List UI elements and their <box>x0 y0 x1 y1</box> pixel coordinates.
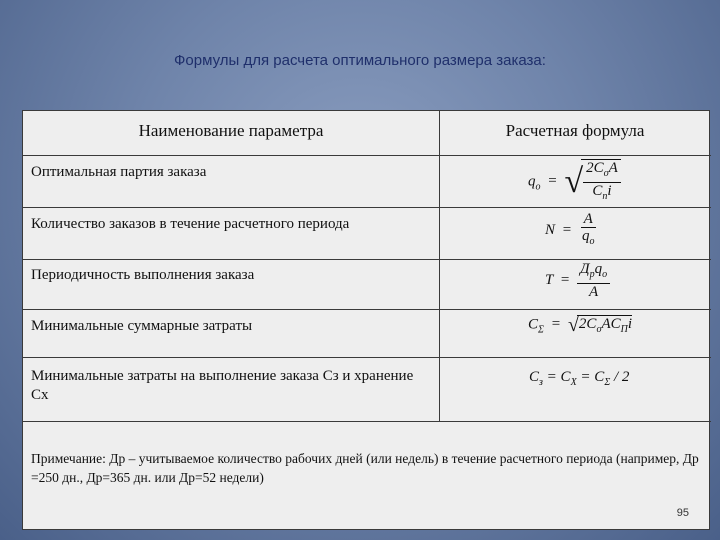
footnote: Примечание: Др – учитываемое количество рабочих дней (или недель) в течение расчетного периода (например, Др =250 дн., Др=365 дн. или Др=52 недели) <box>31 451 699 485</box>
slide-title: Формулы для расчета оптимального размера заказа: <box>174 52 546 69</box>
row-divider <box>23 357 711 358</box>
row-divider <box>23 207 711 208</box>
formula-order-count: N = $\frac{A}{q_o}$ <box>545 211 595 247</box>
row-divider <box>23 421 711 422</box>
sqrt-sign: √ $\frac{2C_оA}{C_пi}$ <box>564 159 620 205</box>
row-label-min-total-cost: Минимальные суммарные затраты <box>31 318 253 334</box>
row-divider <box>23 259 711 260</box>
formula-min-total-cost: $C_\Sigma$ = √ $2C_оAC_Пi$ <box>528 314 633 336</box>
formula-optimal-batch: $q_о$ = √ $\frac{2C_оA}{C_пi}$ <box>528 159 621 205</box>
sqrt-sign: √ $2C_оAC_Пi$ <box>567 314 633 336</box>
row-label-periodicity: Периодичность выполнения заказа <box>31 267 255 283</box>
header-parameter: Наименование параметра <box>138 121 324 140</box>
header-formula: Расчетная формула <box>505 121 645 140</box>
formula-table <box>22 110 710 530</box>
row-label-order-count: Количество заказов в течение расчетного периода <box>31 216 350 232</box>
formula-min-costs: $C_з = C_X = C_\Sigma / 2$ <box>529 369 630 388</box>
row-label-min-costs: Минимальные затраты на выполнение заказа Сз и хранение Сх <box>31 368 414 403</box>
column-divider <box>439 111 440 421</box>
formula-periodicity: T = $\frac{Д_рq_o}{A}$ <box>545 261 610 300</box>
row-divider <box>23 309 711 310</box>
page-number: 95 <box>676 507 689 519</box>
row-divider <box>23 155 711 156</box>
row-label-optimal-batch: Оптимальная партия заказа <box>31 164 207 180</box>
